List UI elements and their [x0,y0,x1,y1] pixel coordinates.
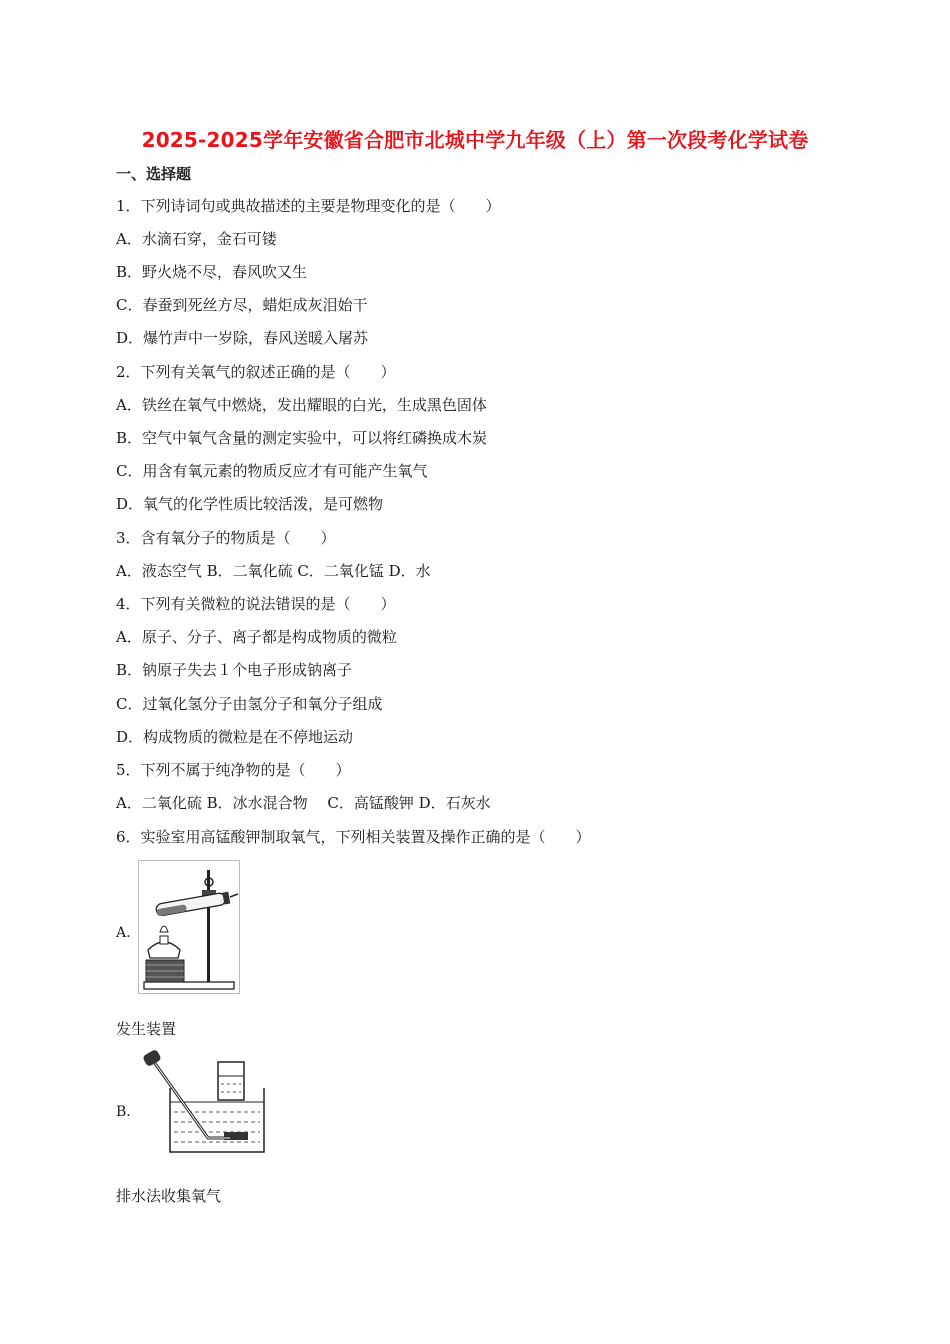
q1-option-c: C．春蚕到死丝方尽，蜡炬成灰泪始干 [116,296,368,314]
q5-options: A．二氧化硫 B．冰水混合物 C．高锰酸钾 D．石灰水 [116,794,491,812]
q4-option-b: B．钠原子失去１个电子形成钠离子 [116,661,353,679]
q1-option-b: B．野火烧不尽，春风吹又生 [116,263,308,281]
q3-stem: 3．含有氧分子的物质是（ ） [116,529,336,547]
q4-option-c: C．过氧化氢分子由氢分子和氧分子组成 [116,695,383,713]
q4-stem: 4．下列有关微粒的说法错误的是（ ） [116,595,396,613]
q6-stem: 6．实验室用高锰酸钾制取氧气，下列相关装置及操作正确的是（ ） [116,828,591,846]
section-heading: 一、选择题 [116,165,192,183]
q2-option-b: B．空气中氧气含量的测定实验中，可以将红磷换成木炭 [116,429,488,447]
q2-option-c: C．用含有氧元素的物质反应才有可能产生氧气 [116,462,428,480]
q6-option-b-caption: 排水法收集氧气 [116,1187,222,1205]
q2-option-d: D．氧气的化学性质比较活泼，是可燃物 [116,495,384,513]
q1-option-d: D．爆竹声中一岁除，春风送暖入屠苏 [116,329,369,347]
water-displacement-figure [138,1048,268,1156]
q4-option-a: A．原子、分子、离子都是构成物质的微粒 [116,628,397,646]
q2-option-a: A．铁丝在氧气中燃烧，发出耀眼的白光，生成黑色固体 [116,396,487,414]
q3-options: A．液态空气 B．二氧化硫 C．二氧化锰 D．水 [116,562,431,580]
q1-option-a: A．水滴石穿，金石可镂 [116,230,277,248]
q5-stem: 5．下列不属于纯净物的是（ ） [116,761,351,779]
q6-option-a-label: A. [116,925,131,941]
q6-option-a-caption: 发生装置 [116,1020,177,1038]
exam-title: 2025-2025学年安徽省合肥市北城中学九年级（上）第一次段考化学试卷 [141,128,809,152]
q1-stem: 1．下列诗词句或典故描述的主要是物理变化的是（ ） [116,197,501,215]
q6-option-b-label: B. [116,1104,131,1120]
q4-option-d: D．构成物质的微粒是在不停地运动 [116,728,354,746]
q2-stem: 2．下列有关氧气的叙述正确的是（ ） [116,363,396,381]
heating-apparatus-figure [138,860,240,994]
